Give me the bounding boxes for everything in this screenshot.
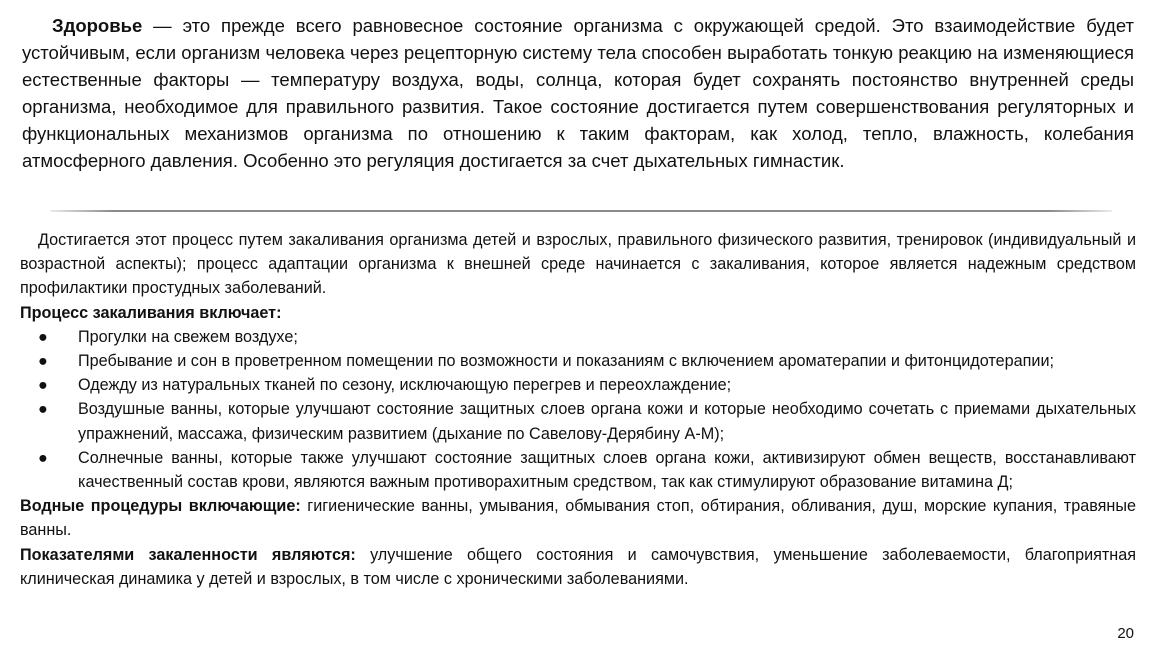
section-divider bbox=[50, 210, 1112, 212]
list-item-text: Солнечные ванны, которые также улучшают состояние защитных слоев органа кожи, активизируют обмен веществ, восстанавливают качественный состав крови, являются важным противорахитным средством, так как стимулируют образование витамина Д; bbox=[78, 448, 1136, 492]
bullet-icon: ● bbox=[38, 327, 48, 346]
intro-term: Здоровье bbox=[52, 15, 143, 36]
intro-paragraph bbox=[22, 12, 1134, 174]
list-item bbox=[20, 373, 1136, 397]
list-item bbox=[20, 325, 1136, 349]
main-body bbox=[20, 228, 1136, 591]
bullet-icon: ● bbox=[38, 448, 48, 467]
process-paragraph: Достигается этот процесс путем закаливания организма детей и взрослых, правильного физического развития, тренировок (индивидуальный и возрастной аспекты); процесс адаптации организма к внешней среде начинается с закаливания, которое является надежным средством профилактики простудных заболеваний. bbox=[20, 231, 1136, 298]
list-item-text: Одежду из натуральных тканей по сезону, исключающую перегрев и переохлаждение; bbox=[78, 376, 732, 395]
indicators-paragraph bbox=[20, 543, 1136, 591]
bullet-icon: ● bbox=[38, 376, 48, 395]
list-item-text: Воздушные ванны, которые улучшают состояние защитных слоев органа кожи и которые необходимо сочетать с приемами дыхательных упражнений, массажа, физическим развитием (дыхание по Савелову-Дерябину А-М); bbox=[78, 400, 1136, 443]
water-procedures-paragraph bbox=[20, 494, 1136, 542]
page-number: 20 bbox=[1117, 625, 1134, 642]
bullet-icon: ● bbox=[38, 352, 48, 371]
water-procedures-label: Водные процедуры включающие: bbox=[20, 497, 301, 516]
indicators-text: улучшение общего состояния и самочувствия, уменьшение заболеваемости, благоприятная клиническая динамика у детей и взрослых, в том числе с хроническими заболеваниями. bbox=[20, 545, 1137, 588]
hardening-list bbox=[20, 325, 1136, 494]
intro-text: — это прежде всего равновесное состояние организма с окружающей средой. Это взаимодействие будет устойчивым, если организм человека через рецепторную систему тела способен выработать тонкую реакцию на изменяющиеся естественные факторы — температуру воздуха, воды, солнца, которая будет сохранять постоянство внутренней среды организма, необходимое для правильного развития. Такое состояние достигается путем совершенствования регуляторных и функциональных механизмов организма по отношению к таким факторам, как холод, тепло, влажность, колебания атмосферного давления. Особенно это регуляция достигается за счет дыхательных гимнастик. bbox=[22, 15, 1134, 171]
list-item-text: Пребывание и сон в проветренном помещении по возможности и показаниям с включением ароматерапии и фитонцидотерапии; bbox=[78, 352, 1054, 371]
hardening-heading: Процесс закаливания включает: bbox=[20, 303, 282, 322]
list-item bbox=[20, 397, 1136, 445]
list-item bbox=[20, 446, 1136, 494]
indicators-label: Показателями закаленности являются: bbox=[20, 545, 356, 564]
water-procedures-text: гигиенические ванны, умывания, обмывания стоп, обтирания, обливания, душ, морские купания, травяные ванны. bbox=[20, 497, 1136, 540]
list-item bbox=[20, 349, 1136, 373]
list-item-text: Прогулки на свежем воздухе; bbox=[78, 327, 298, 346]
bullet-icon: ● bbox=[38, 400, 48, 419]
